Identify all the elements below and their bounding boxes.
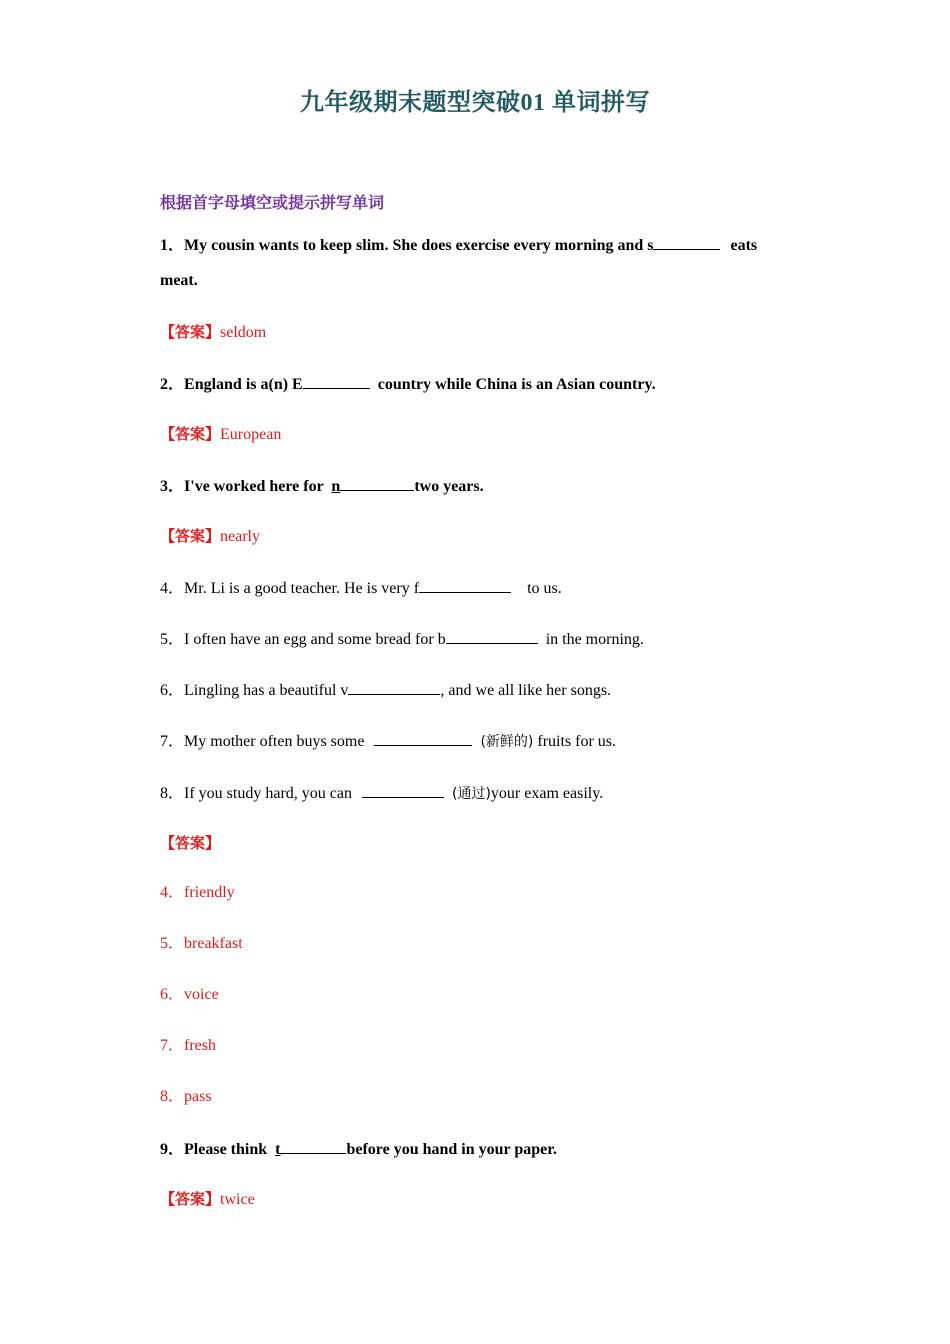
answer-number: 6． [160, 986, 185, 1003]
answer-word: European [220, 426, 282, 443]
answers-4-8-heading [160, 833, 220, 854]
question-text: , and we all like her songs. [440, 682, 612, 699]
hint-text: (通过) [451, 786, 491, 802]
question-number: 6． [160, 682, 185, 699]
answer-list-item [160, 1087, 212, 1107]
question-text: If you study hard, you can [184, 785, 352, 802]
question-text: Lingling has a beautiful v [184, 682, 349, 699]
question-6 [160, 679, 611, 701]
question-number: 1． [160, 237, 185, 254]
question-text: before you hand in your paper. [346, 1141, 557, 1158]
question-text: fruits for us. [537, 733, 617, 750]
question-4 [160, 577, 562, 599]
answer-word: fresh [184, 1037, 216, 1054]
question-number: 2． [160, 376, 185, 393]
answer-word: twice [220, 1191, 255, 1208]
answer-list-item [160, 934, 243, 954]
answer-word: pass [184, 1088, 212, 1105]
question-9 [160, 1138, 557, 1160]
answer-tag: 【答案】 [160, 425, 221, 443]
question-number: 3． [160, 478, 185, 495]
answer-blank [348, 679, 440, 695]
initial-letter: n [331, 478, 341, 495]
answer-blank [340, 475, 414, 491]
answer-word: seldom [220, 324, 267, 341]
answer-blank [419, 577, 511, 593]
answer-blank [362, 782, 444, 798]
question-text: to us. [527, 580, 562, 597]
question-2 [160, 373, 656, 395]
answer-blank [446, 628, 538, 644]
question-text: I often have an egg and some bread for b [184, 631, 446, 648]
question-number: 5． [160, 631, 185, 648]
answer-blank [374, 730, 472, 746]
question-text: My mother often buys some [184, 733, 365, 750]
question-text: eats [730, 237, 758, 254]
question-number: 4． [160, 580, 185, 597]
answer-number: 4． [160, 884, 185, 901]
answer-1 [160, 322, 266, 343]
question-text: Mr. Li is a good teacher. He is very f [184, 580, 420, 597]
page-title: 九年级期末题型突破01 单词拼写 [300, 90, 650, 116]
answer-9 [160, 1189, 255, 1210]
answer-tag: 【答案】 [160, 834, 221, 852]
question-5 [160, 628, 644, 650]
answer-word: breakfast [184, 935, 243, 952]
answer-tag: 【答案】 [160, 1190, 221, 1208]
initial-letter: t [275, 1141, 281, 1158]
answer-list-item [160, 883, 235, 903]
question-text: in the morning. [545, 631, 644, 648]
question-7 [160, 730, 616, 752]
question-1-continuation: meat. [160, 272, 198, 289]
question-8 [160, 782, 603, 804]
answer-tag: 【答案】 [160, 323, 221, 341]
section-heading: 根据首字母填空或提示拼写单词 [160, 193, 385, 212]
answer-tag: 【答案】 [160, 527, 221, 545]
question-number: 8． [160, 785, 185, 802]
question-text: My cousin wants to keep slim. She does exercise every morning and s [184, 237, 654, 254]
question-number: 7． [160, 733, 185, 750]
question-text: I've worked here for [184, 478, 324, 495]
question-number: 9． [160, 1141, 185, 1158]
answer-number: 5． [160, 935, 185, 952]
answer-list-item [160, 985, 219, 1005]
answer-blank [280, 1138, 346, 1154]
answer-number: 7． [160, 1037, 185, 1054]
hint-text: (新鲜的) [480, 734, 534, 750]
question-text: Please think [184, 1141, 268, 1158]
answer-number: 8． [160, 1088, 185, 1105]
answer-word: friendly [184, 884, 235, 901]
answer-3 [160, 526, 260, 547]
answer-blank [303, 373, 370, 389]
answer-list-item [160, 1036, 216, 1056]
question-1 [160, 234, 757, 256]
question-text: country while China is an Asian country. [377, 376, 656, 393]
question-3 [160, 475, 484, 497]
answer-word: voice [184, 986, 219, 1003]
answer-2 [160, 424, 281, 445]
question-text: two years. [414, 478, 484, 495]
answer-blank [653, 234, 720, 250]
question-text: England is a(n) E [184, 376, 303, 393]
answer-word: nearly [220, 528, 260, 545]
question-text: your exam easily. [490, 785, 604, 802]
